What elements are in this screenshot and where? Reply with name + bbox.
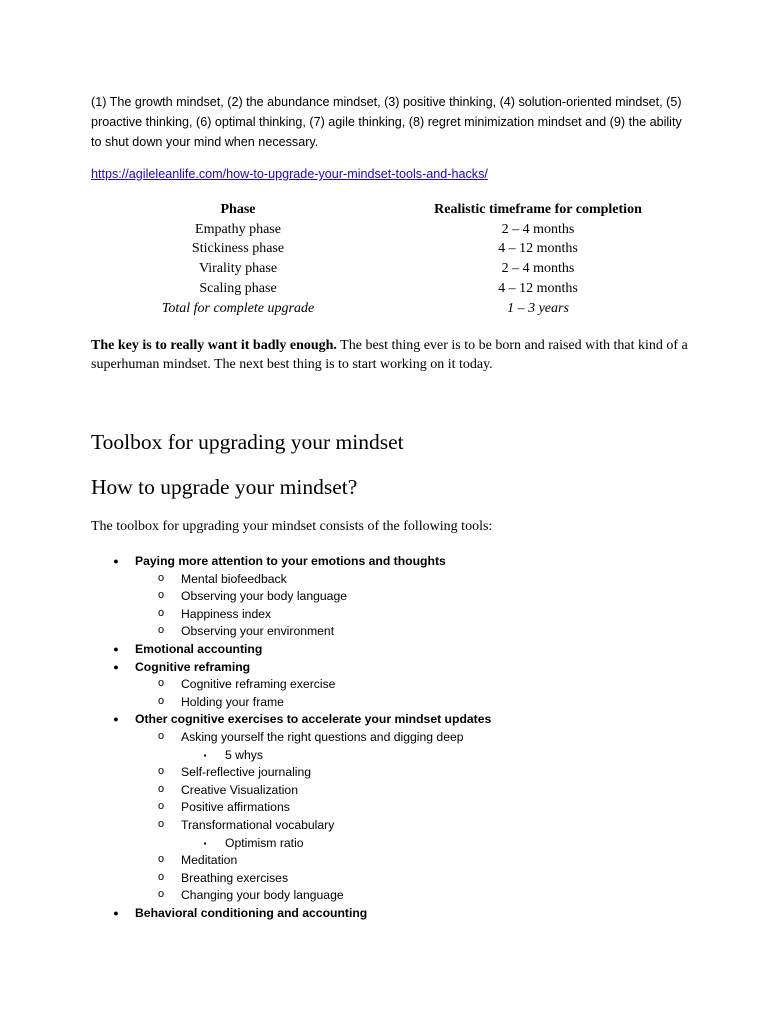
list-item — [0, 641, 768, 659]
list-item-text: Asking yourself the right questions and digging deep — [181, 729, 464, 744]
circle-bullet-icon: o — [157, 766, 165, 779]
list-item-text: Observing your environment — [181, 624, 335, 639]
table-total-row — [140, 299, 688, 319]
bullet-icon: ● — [113, 556, 119, 566]
list-item — [0, 764, 768, 782]
phase-cell: Stickiness phase — [191, 241, 285, 257]
phase-cell: Empathy phase — [195, 221, 281, 237]
circle-bullet-icon: o — [157, 590, 165, 603]
list-item — [0, 782, 768, 800]
list-item-text: Behavioral conditioning and accounting — [135, 905, 368, 920]
table-header-row — [140, 200, 688, 220]
key-rest: The best thing ever is to be born and raised with that kind of a superhuman mindset. The next best thing is to start working on it today. — [91, 338, 688, 372]
total-label-cell: Total for complete upgrade — [161, 300, 315, 316]
table-row — [140, 279, 688, 299]
list-item-text: Optimism ratio — [225, 835, 304, 850]
list-item — [0, 799, 768, 817]
list-item — [0, 711, 768, 729]
circle-bullet-icon: o — [157, 678, 165, 691]
toolbox-heading: Toolbox for upgrading your mindset — [91, 430, 404, 454]
square-bullet-icon: ▪ — [203, 750, 207, 760]
timeframe-cell: 4 – 12 months — [498, 241, 578, 257]
list-item — [0, 694, 768, 712]
key-emphasis: The key is to really want it badly enough. — [91, 338, 337, 353]
list-item — [0, 905, 768, 923]
list-item — [0, 659, 768, 677]
list-item-text: Cognitive reframing — [135, 659, 251, 674]
key-paragraph — [91, 336, 691, 374]
list-item-text: Changing your body language — [181, 888, 344, 903]
list-item — [0, 553, 768, 571]
list-item-text: Creative Visualization — [181, 782, 298, 797]
circle-bullet-icon: o — [157, 572, 165, 585]
bullet-icon: ● — [113, 907, 119, 918]
list-item-text: Other cognitive exercises to accelerate your mindset updates — [135, 712, 492, 727]
list-item — [0, 606, 768, 624]
list-item-text: Self-reflective journaling — [181, 765, 312, 780]
table-row — [140, 259, 688, 279]
bullet-icon: ● — [113, 643, 119, 654]
circle-bullet-icon: o — [157, 889, 165, 902]
list-item-text: Positive affirmations — [181, 800, 290, 815]
bullet-icon: ● — [113, 714, 119, 725]
list-item — [0, 887, 768, 905]
list-item — [0, 817, 768, 835]
header-phase: Phase — [220, 202, 256, 217]
circle-bullet-icon: o — [157, 854, 165, 867]
list-item-text: Paying more attention to your emotions and thoughts — [135, 554, 446, 568]
list-item — [0, 623, 768, 641]
list-item — [0, 729, 768, 747]
phase-cell: Scaling phase — [199, 280, 277, 296]
toolbox-lead: The toolbox for upgrading your mindset consists of the following tools: — [91, 519, 493, 534]
circle-bullet-icon: o — [157, 625, 165, 638]
list-item — [0, 835, 768, 853]
circle-bullet-icon: o — [157, 801, 165, 814]
circle-bullet-icon: o — [157, 730, 165, 743]
list-item-text: Emotional accounting — [135, 641, 263, 656]
phase-cell: Virality phase — [198, 261, 278, 277]
table-row — [140, 239, 688, 259]
list-item-text: Cognitive reframing exercise — [181, 677, 336, 692]
list-item — [0, 870, 768, 888]
intro-paragraph: (1) The growth mindset, (2) the abundance mindset, (3) positive thinking, (4) solution-oriented mindset, (5) proactive thinking, (6) optimal thinking, (7) agile thinking, (8) regret minimization mindset and (9) the ability to shut down your mind when necessary. — [91, 95, 682, 149]
timeframe-cell: 4 – 12 months — [498, 280, 578, 296]
timeframe-cell: 2 – 4 months — [501, 261, 575, 277]
header-timeframe: Realistic timeframe for completion — [434, 202, 642, 217]
list-item-text: Happiness index — [181, 606, 272, 621]
list-item-text: Transformational vocabulary — [181, 817, 335, 832]
list-item-text: Observing your body language — [181, 589, 347, 604]
tools-list — [0, 553, 768, 922]
list-item-text: Meditation — [181, 853, 238, 868]
phase-timeframe-table — [140, 200, 688, 318]
circle-bullet-icon: o — [157, 871, 165, 884]
circle-bullet-icon: o — [157, 783, 165, 796]
bullet-icon: ● — [113, 661, 119, 672]
list-item-text: Mental biofeedback — [181, 571, 287, 586]
timeframe-cell: 2 – 4 months — [501, 221, 575, 237]
list-item — [0, 588, 768, 606]
table-row — [140, 220, 688, 240]
circle-bullet-icon: o — [157, 695, 165, 708]
circle-bullet-icon: o — [157, 607, 165, 620]
how-to-heading: How to upgrade your mindset? — [91, 475, 358, 499]
list-item-text: Breathing exercises — [181, 870, 289, 885]
square-bullet-icon: ▪ — [203, 838, 207, 848]
list-item — [0, 852, 768, 870]
list-item-text: 5 whys — [225, 747, 263, 762]
total-value-cell: 1 – 3 years — [507, 300, 569, 316]
list-item-text: Holding your frame — [181, 694, 284, 709]
list-item — [0, 571, 768, 589]
article-link[interactable]: https://agileleanlife.com/how-to-upgrade-your-mindset-tools-and-hacks/ — [91, 167, 488, 181]
list-item — [0, 676, 768, 694]
list-item — [0, 747, 768, 765]
circle-bullet-icon: o — [157, 818, 165, 831]
